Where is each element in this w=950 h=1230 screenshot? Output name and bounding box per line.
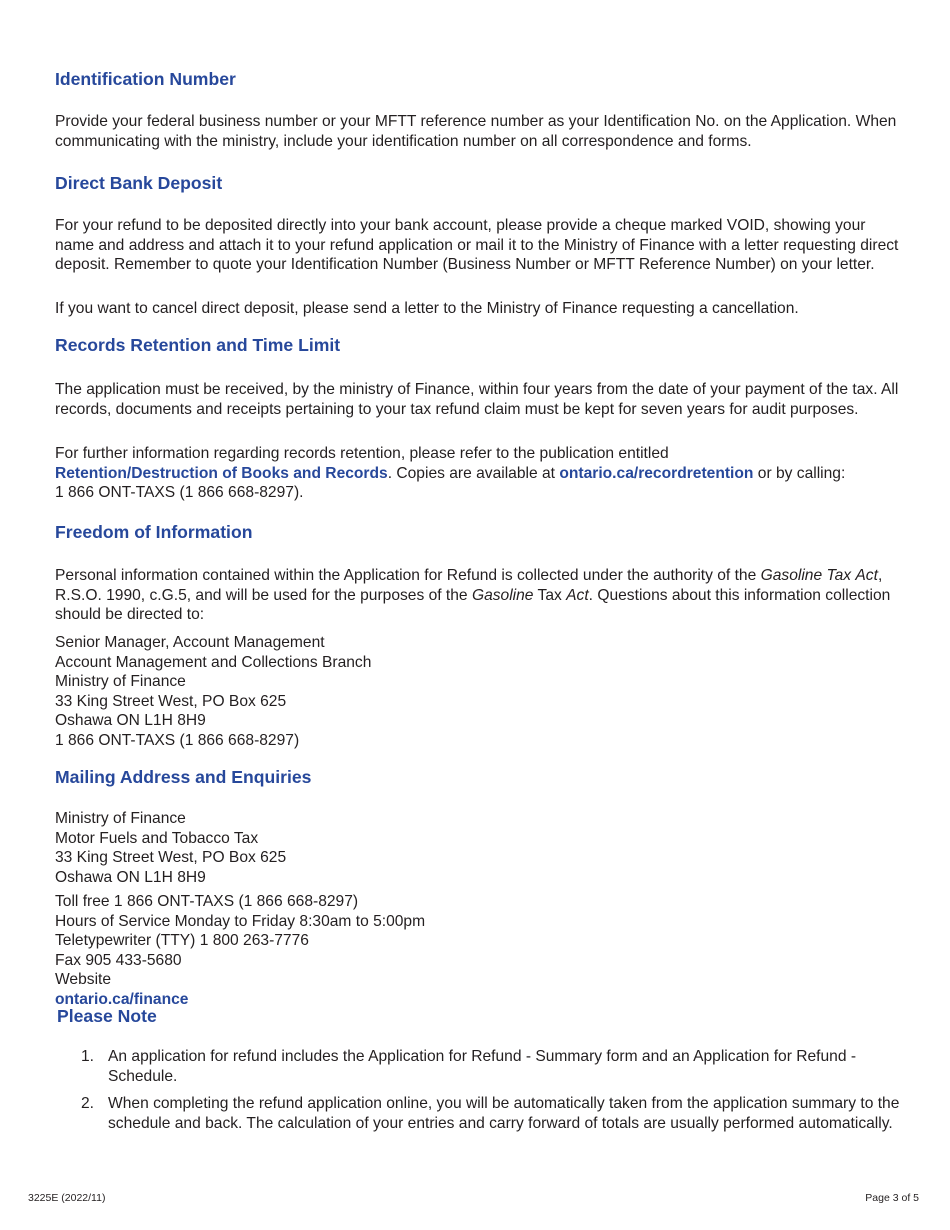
mailing-contacts xyxy=(55,892,900,1009)
cancel-deposit-body: If you want to cancel direct deposit, please send a letter to the Ministry of Finance requesting a cancellation. xyxy=(55,300,799,317)
address-line: 33 King Street West, PO Box 625 xyxy=(55,849,287,866)
contact-line: Fax 905 433-5680 xyxy=(55,951,182,969)
direct-deposit-heading: Direct Bank Deposit xyxy=(55,173,223,193)
mailing-address xyxy=(55,809,900,887)
identification-body: Provide your federal business number or your MFTT reference number as your Identification No. on the Application. When communicating with the ministry, include your identification number on all correspondence and forms. xyxy=(55,113,897,150)
notes-list xyxy=(55,1047,900,1141)
list-text: An application for refund includes the Application for Refund - Summary form and an Application for Refund - Schedule. xyxy=(108,1048,857,1085)
list-item xyxy=(55,1047,900,1086)
records-heading: Records Retention and Time Limit xyxy=(55,335,341,355)
list-number: 2. xyxy=(81,1095,95,1112)
foi-body: Personal information contained within the Application for Refund is collected under the authority of the Gasoline Tax Act, R.S.O. 1990, c.G.5, and will be used for the purposes of the Gasoline Tax Act. Questions about this information collection should be directed to: xyxy=(55,567,891,623)
foi-contact-address xyxy=(55,633,900,750)
address-line: 1 866 ONT-TAXS (1 866 668-8297) xyxy=(55,731,300,749)
records-phone: 1 866 ONT-TAXS (1 866 668-8297). xyxy=(55,484,304,501)
notes-heading: Please Note xyxy=(57,1006,157,1026)
website-line: Website ontario.ca/finance xyxy=(55,971,189,1008)
records-further-info xyxy=(55,444,900,503)
page-number: Page 3 of 5 xyxy=(865,1192,919,1204)
contact-line: Teletypewriter (TTY) 1 800 263-7776 xyxy=(55,932,309,949)
mailing-heading: Mailing Address and Enquiries xyxy=(55,767,312,787)
address-line: Ministry of Finance xyxy=(55,810,186,827)
records-body: The application must be received, by the ministry of Finance, within four years from the date of your payment of the tax. All records, documents and receipts pertaining to your tax refund claim must be kept for seven years for audit purposes. xyxy=(55,381,899,418)
list-number: 1. xyxy=(81,1048,95,1065)
contact-line: Hours of Service Monday to Friday 8:30am to 5:00pm xyxy=(55,912,426,930)
copies-text: . Copies are available at xyxy=(387,464,560,482)
list-item xyxy=(55,1094,900,1133)
identification-heading: Identification Number xyxy=(55,69,236,89)
list-text: When completing the refund application online, you will be automatically taken from the application summary to the schedule and back. The calculation of your entries and carry forward of totals are usually performed automatically. xyxy=(108,1095,900,1132)
address-line: Ministry of Finance xyxy=(55,673,186,690)
finance-website-link[interactable]: ontario.ca/finance xyxy=(55,990,189,1008)
publication-link[interactable]: Retention/Destruction of Books and Records xyxy=(55,464,388,482)
foi-heading: Freedom of Information xyxy=(55,522,253,542)
address-line: Oshawa ON L1H 8H9 xyxy=(55,712,206,729)
records-intro: For further information regarding records retention, please refer to the publication entitled xyxy=(55,445,669,462)
direct-deposit-body: For your refund to be deposited directly into your bank account, please provide a cheque marked VOID, showing your name and address and attach it to your refund application or mail it to the Ministry of Finance with a letter requesting direct deposit. Remember to quote your Identification Number (Business Number or MFTT Reference Number) on your letter. xyxy=(55,217,899,273)
address-line: Account Management and Collections Branch xyxy=(55,653,372,671)
address-line: 33 King Street West, PO Box 625 xyxy=(55,692,287,710)
calling-text: or by calling: xyxy=(753,464,846,482)
address-line: Oshawa ON L1H 8H9 xyxy=(55,868,206,886)
address-line: Senior Manager, Account Management xyxy=(55,634,325,651)
form-id: 3225E (2022/11) xyxy=(28,1192,106,1204)
address-line: Motor Fuels and Tobacco Tax xyxy=(55,829,259,847)
record-retention-link[interactable]: ontario.ca/recordretention xyxy=(559,464,754,482)
contact-line: Toll free 1 866 ONT-TAXS (1 866 668-8297) xyxy=(55,893,359,910)
